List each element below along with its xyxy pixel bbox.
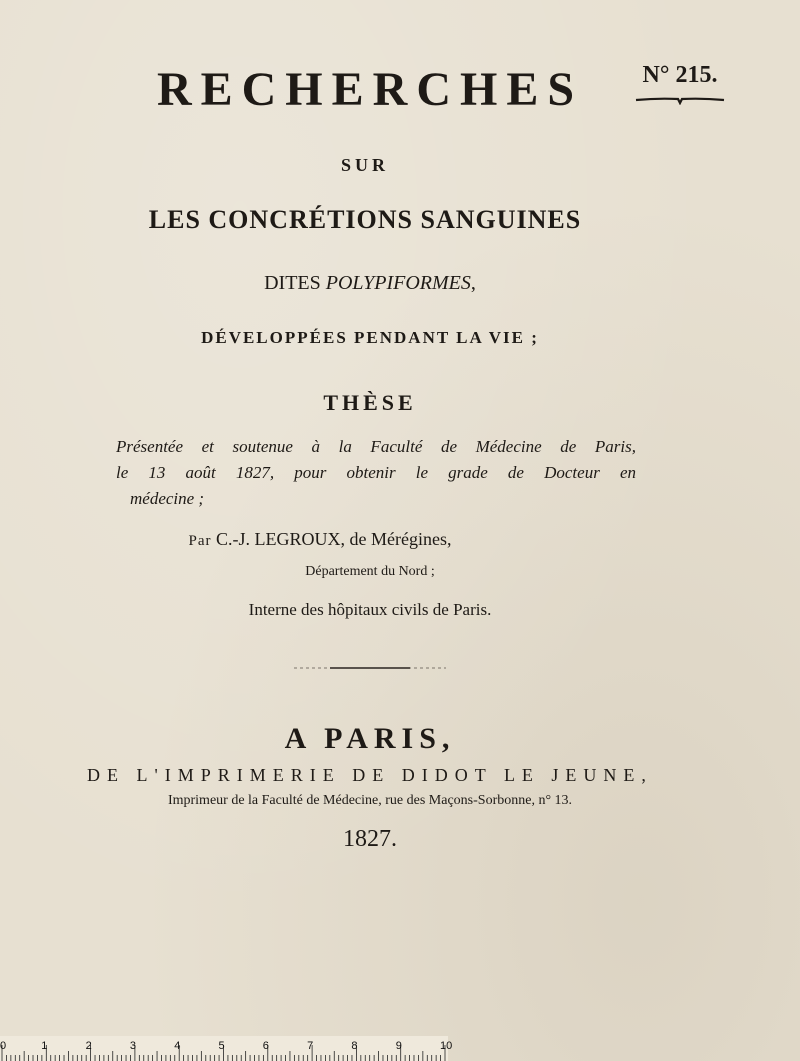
interne-line: Interne des hôpitaux civils de Paris. <box>248 600 492 619</box>
ruler-label: 1 <box>41 1040 48 1052</box>
ruler-label: 5 <box>218 1040 225 1052</box>
imprimerie-line: DE L'IMPRIMERIE DE DIDOT LE JEUNE, <box>87 765 653 785</box>
imprimeur-line: Imprimeur de la Faculté de Médecine, rue des Maçons-Sorbonne, n° 13. <box>167 793 573 808</box>
catalog-number-block <box>632 62 728 105</box>
author-par: Par <box>188 533 212 549</box>
sur-line: SUR <box>340 155 389 175</box>
ruler-label: 3 <box>129 1040 137 1052</box>
dites-suffix: , <box>470 272 476 294</box>
place-line: A PARIS, <box>284 722 456 755</box>
ruler-label: 2 <box>85 1040 92 1052</box>
ruler-label: 7 <box>307 1040 314 1052</box>
these-heading: THÈSE <box>323 390 417 415</box>
ruler-label: 10 <box>440 1040 453 1052</box>
dites-line <box>0 272 740 295</box>
developpees-line: DÉVELOPPÉES PENDANT LA VIE ; <box>201 328 539 347</box>
ruler-label: 0 <box>0 1040 7 1052</box>
catalog-number: N° 215. <box>642 62 718 88</box>
dites-italic: POLYPIFORMES <box>325 272 471 294</box>
document-title: RECHERCHES <box>156 63 584 116</box>
subject-line: LES CONCRÉTIONS SANGUINES <box>148 205 582 234</box>
ruler-label: 8 <box>351 1040 358 1052</box>
author-name: C.-J. LEGROUX, de Mérégines, <box>216 529 452 549</box>
presentee-line-2: le 13 août 1827, pour obtenir le grade de Docteur en <box>116 463 636 482</box>
ruler-label: 6 <box>262 1040 269 1052</box>
ruler-label: 4 <box>174 1040 181 1052</box>
departement-line: Département du Nord ; <box>305 564 435 579</box>
year-line: 1827. <box>343 826 397 852</box>
presentee-line-1: Présentée et soutenue à la Faculté de Médecine de Paris, <box>116 437 636 456</box>
dites-prefix: DITES <box>264 272 321 294</box>
ruler-label: 9 <box>395 1040 402 1052</box>
divider-ornament <box>290 664 450 672</box>
presentee-line-3: médecine ; <box>130 489 205 508</box>
number-underline-ornament <box>634 95 726 105</box>
author-line <box>0 529 640 550</box>
